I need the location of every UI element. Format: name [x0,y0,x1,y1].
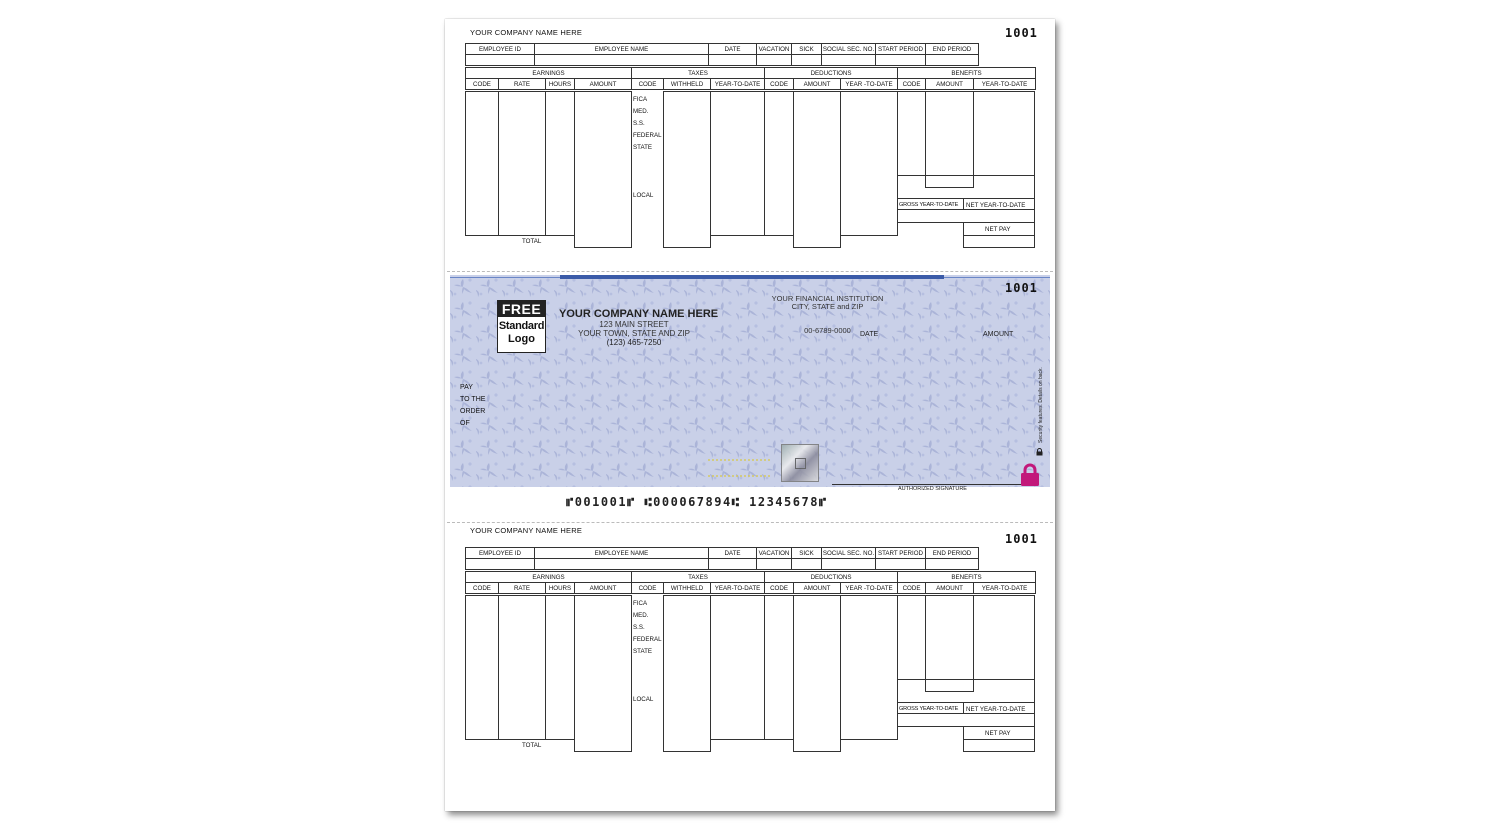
security-band [560,275,944,279]
benefits-code-col [897,595,926,680]
padlock-icon [1020,463,1040,487]
earnings-hours-col [545,91,575,236]
pay-label-3: ORDER [460,408,486,415]
earnings-hours-col [545,595,575,740]
net-pay-divider [964,235,1034,236]
tax-code-fica: FICA [633,96,648,103]
col-header: YEAR-TO-DATE [711,79,765,90]
col-header: CODE [898,583,926,594]
end-period-header: END PERIOD [926,548,979,559]
logo-logo: Logo [508,333,535,345]
check-sheet [445,19,1055,811]
tax-code-med: MED. [633,612,649,619]
earnings-amount-col [574,595,632,752]
col-header: YEAR-TO-DATE [711,583,765,594]
employee-name-header: EMPLOYEE NAME [535,548,709,559]
check-number: 1001 [1005,281,1038,295]
pay-detail-header-table [465,571,1036,594]
bank-city: CITY, STATE and ZIP [791,302,864,311]
stub-check-number: 1001 [1005,26,1038,40]
benefits-amount-col [925,595,974,692]
col-header: CODE [632,79,664,90]
vacation-header: VACATION [757,548,792,559]
routing-fraction: 00-6789-0000 [804,326,851,335]
taxes-ytd-col [710,595,765,740]
signature-label: AUTHORIZED SIGNATURE [898,486,967,492]
tax-code-federal: FEDERAL [633,132,662,139]
col-header: CODE [765,79,794,90]
employee-id-header: EMPLOYEE ID [466,44,535,55]
gross-ytd-label: GROSS YEAR-TO-DATE [899,202,959,208]
col-header: CODE [632,583,664,594]
col-header: AMOUNT [926,583,974,594]
col-header: WITHHELD [664,583,711,594]
tax-code-federal: FEDERAL [633,636,662,643]
benefits-group: BENEFITS [898,572,1036,583]
date-header: DATE [709,548,757,559]
pay-label-1: PAY [460,384,473,391]
benefits-code-col [897,91,926,176]
net-ytd-label: NET YEAR-TO-DATE [966,706,1026,713]
col-header: AMOUNT [926,79,974,90]
col-header: YEAR-TO-DATE [974,79,1036,90]
sick-header: SICK [792,44,822,55]
deductions-amount-col [793,595,841,752]
benefits-total-row [897,679,1035,703]
benefits-group: BENEFITS [898,68,1036,79]
stub-company-name: YOUR COMPANY NAME HERE [470,526,583,535]
signature-line [832,484,1025,485]
check-body [450,275,1050,492]
ytd-value-row [897,713,1035,727]
end-period-header: END PERIOD [926,44,979,55]
tax-code-ss: S.S. [633,120,645,127]
tax-code-state: STATE [633,648,653,655]
employee-id-header: EMPLOYEE ID [466,548,535,559]
earnings-rate-col [498,91,546,236]
pay-detail-header-table [465,67,1036,90]
stub-company-name: YOUR COMPANY NAME HERE [470,28,583,37]
employee-info-table [465,547,979,570]
company-address-line1: 123 MAIN STREET [599,320,669,329]
small-lock-icon [1036,443,1043,451]
bottom-stub [445,523,1055,773]
start-period-header: START PERIOD [876,548,926,559]
taxes-group: TAXES [632,572,765,583]
tax-code-local: LOCAL [633,192,654,199]
col-header: WITHHELD [664,79,711,90]
hologram-icon [781,444,819,482]
deductions-group: DEDUCTIONS [765,572,898,583]
benefits-total-row [897,175,1035,199]
amount-label: AMOUNT [983,331,1014,338]
col-header: AMOUNT [575,583,632,594]
total-label: TOTAL [522,238,542,245]
net-pay-label: NET PAY [985,730,1011,737]
date-header: DATE [709,44,757,55]
gold-watermark-icon [708,459,770,477]
ytd-value-row [897,209,1035,223]
col-header: AMOUNT [794,79,841,90]
col-header: YEAR -TO-DATE [841,79,898,90]
earnings-group: EARNINGS [466,68,632,79]
deductions-code-col [764,91,794,236]
logo-free: FREE [498,301,545,317]
top-stub [445,19,1055,269]
col-header: CODE [898,79,926,90]
pay-label-4: OF [460,420,470,427]
earnings-code-col [465,595,499,740]
perforation-top [447,271,1053,272]
taxes-withheld-col [663,91,711,248]
col-header: HOURS [546,79,575,90]
micr-line: ⑈001001⑈ ⑆000067894⑆ 12345678⑈ [566,495,828,509]
net-ytd-label: NET YEAR-TO-DATE [966,202,1026,209]
col-header: YEAR -TO-DATE [841,583,898,594]
company-address-line2: YOUR TOWN, STATE AND ZIP [578,329,690,338]
check-company-name: YOUR COMPANY NAME HERE [559,308,719,320]
tax-code-fica: FICA [633,600,648,607]
earnings-group: EARNINGS [466,572,632,583]
employee-name-header: EMPLOYEE NAME [535,44,709,55]
taxes-ytd-col [710,91,765,236]
security-features-text: Security features. Details on back. [1038,367,1044,443]
taxes-withheld-col [663,595,711,752]
benefits-ytd-col [973,91,1035,176]
col-header: RATE [499,583,546,594]
company-logo [497,300,546,353]
col-header: CODE [765,583,794,594]
pay-label-2: TO THE [460,396,486,403]
stub-check-number: 1001 [1005,532,1038,546]
col-header: RATE [499,79,546,90]
tax-code-ss: S.S. [633,624,645,631]
gross-ytd-label: GROSS YEAR-TO-DATE [899,706,959,712]
company-phone: (123) 465-7250 [606,338,662,347]
net-pay-label: NET PAY [985,226,1011,233]
deductions-code-col [764,595,794,740]
ssn-header: SOCIAL SEC. NO. [822,45,875,53]
deductions-amount-col [793,91,841,248]
ssn-header: SOCIAL SEC. NO. [822,549,875,557]
tax-code-local: LOCAL [633,696,654,703]
taxes-group: TAXES [632,68,765,79]
date-label: DATE [860,331,879,338]
bank-name: YOUR FINANCIAL INSTITUTION [771,294,884,303]
col-header: CODE [466,79,499,90]
benefits-ytd-col [973,595,1035,680]
col-header: YEAR-TO-DATE [974,583,1036,594]
col-header: AMOUNT [575,79,632,90]
tax-code-state: STATE [633,144,653,151]
logo-standard: Standard [498,320,545,332]
start-period-header: START PERIOD [876,44,926,55]
earnings-code-col [465,91,499,236]
security-features-note [1036,367,1046,443]
benefits-amount-col [925,91,974,188]
total-label: TOTAL [522,742,542,749]
deductions-group: DEDUCTIONS [765,68,898,79]
earnings-rate-col [498,595,546,740]
col-header: CODE [466,583,499,594]
col-header: HOURS [546,583,575,594]
deductions-ytd-col [840,595,898,740]
employee-info-table [465,43,979,66]
col-header: AMOUNT [794,583,841,594]
tax-code-med: MED. [633,108,649,115]
net-pay-divider [964,739,1034,740]
deductions-ytd-col [840,91,898,236]
vacation-header: VACATION [757,44,792,55]
sick-header: SICK [792,548,822,559]
earnings-amount-col [574,91,632,248]
